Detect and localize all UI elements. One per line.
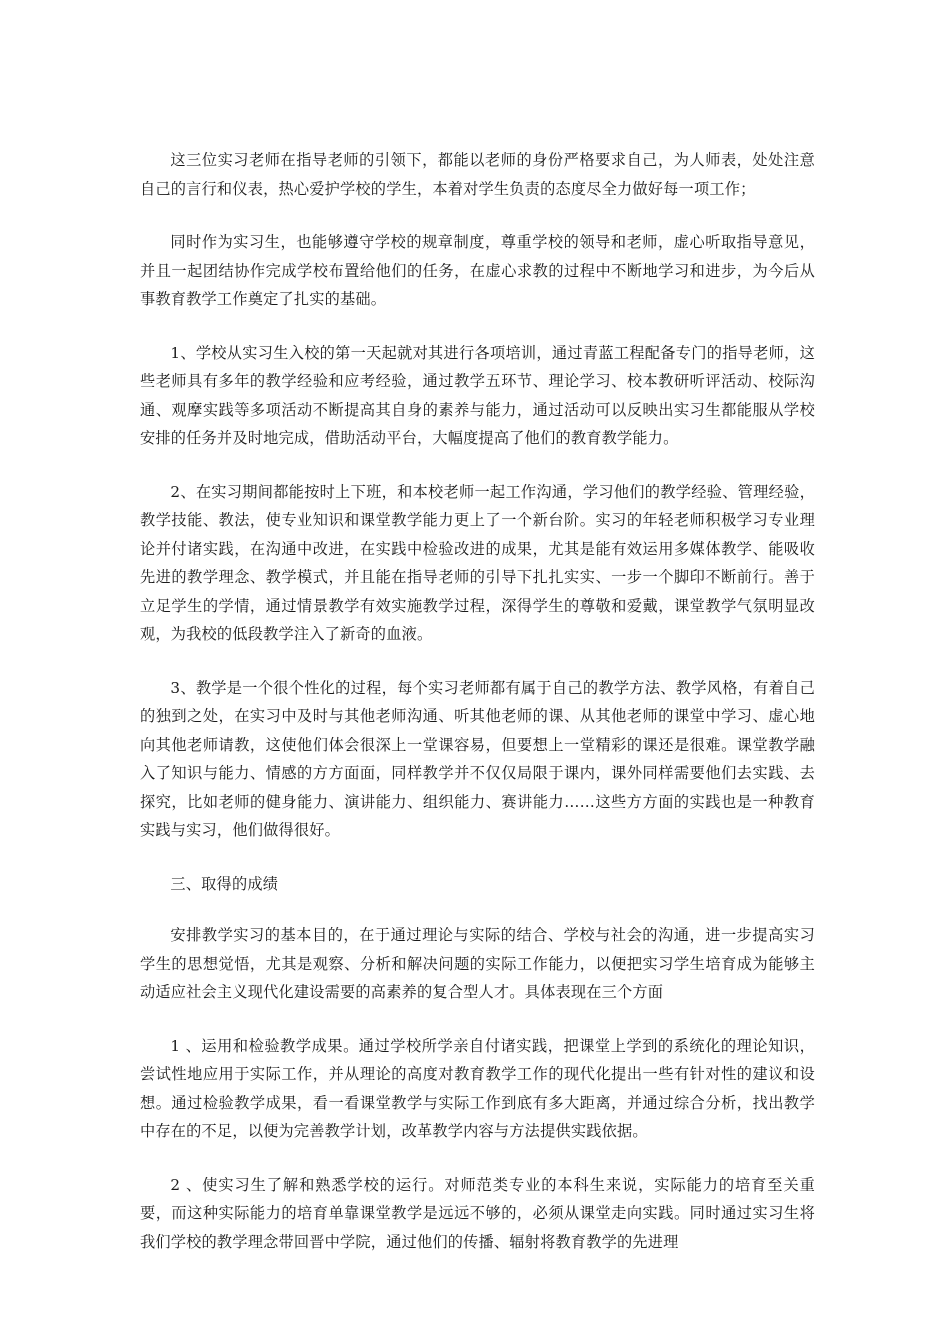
paragraph-achievement-2: 2 、使实习生了解和熟悉学校的运行。对师范类专业的本科生来说，实际能力的培育至关重要，而这种实际能力的培育单靠课堂教学是远远不够的，必须从课堂走向实践。同时通过实习生将我们学校的教学理念带回晋中学院，通过他们的传播、辐射将教育教学的先进理 (140, 1175, 815, 1251)
paragraph-intern-conduct: 这三位实习老师在指导老师的引领下，都能以老师的身份严格要求自己，为人师表，处处注意自己的言行和仪表，热心爱护学校的学生，本着对学生负责的态度尽全力做好每一项工作； (140, 151, 815, 198)
document-body (140, 146, 815, 1281)
paragraph-internship-purpose: 安排教学实习的基本目的，在于通过理论与实际的结合、学校与社会的沟通，进一步提高实习学生的思想觉悟，尤其是观察、分析和解决问题的实际工作能力，以便把实习学生培育成为能够主动适应社会主义现代化建设需要的高素养的复合型人才。具体表现在三个方面 (140, 926, 815, 1001)
section-heading-achievements: 三、取得的成绩 (170, 874, 279, 893)
paragraph-item-1-training: 1、学校从实习生入校的第一天起就对其进行各项培训，通过青蓝工程配备专门的指导老师，这些老师具有多年的教学经验和应考经验，通过教学五环节、理论学习、校本教研听评活动、校际沟通、观摩实践等多项活动不断提高其自身的素养与能力，通过活动可以反映出实习生都能服从学校安排的任务并及时地完成，借助活动平台，大幅度提高了他们的教育教学能力。 (140, 343, 815, 447)
paragraph-item-2-practice: 2、在实习期间都能按时上下班，和本校老师一起工作沟通，学习他们的教学经验、管理经验，教学技能、教法，使专业知识和课堂教学能力更上了一个新台阶。实习的年轻老师积极学习专业理论并付诸实践，在沟通中改进，在实践中检验改进的成果，尤其是能有效运用多媒体教学、能吸收先进的教学理念、教学模式，并且能在指导老师的引导下扎扎实实、一步一个脚印不断前行。善于立足学生的学情，通过情景教学有效实施教学过程，深得学生的尊敬和爱戴，课堂教学气氛明显改观，为我校的低段教学注入了新奇的血液。 (140, 482, 815, 643)
paragraph-item-3-teaching: 3、教学是一个很个性化的过程，每个实习老师都有属于自己的教学方法、教学风格，有着自己的独到之处，在实习中及时与其他老师沟通、听其他老师的课、从其他老师的课堂中学习、虚心地向其他老师请教，这使他们体会很深上一堂课容易，但要想上一堂精彩的课还是很难。课堂教学融入了知识与能力、情感的方方面面，同样教学并不仅仅局限于课内，课外同样需要他们去实践、去探究，比如老师的健身能力、演讲能力、组织能力、赛讲能力……这些方方面的实践也是一种教育实践与实习，他们做得很好。 (140, 678, 815, 839)
paragraph-achievement-1: 1 、运用和检验教学成果。通过学校所学亲自付诸实践，把课堂上学到的系统化的理论知识，尝试性地应用于实际工作，并从理论的高度对教育教学工作的现代化提出一些有针对性的建议和设想。通过检验教学成果，看一看课堂教学与实际工作到底有多大距离，并通过综合分析，找出教学中存在的不足，以便为完善教学计划，改革教学内容与方法提供实践依据。 (140, 1036, 815, 1140)
paragraph-intern-discipline: 同时作为实习生，也能够遵守学校的规章制度，尊重学校的领导和老师，虚心听取指导意见，并且一起团结协作完成学校布置给他们的任务，在虚心求教的过程中不断地学习和进步，为今后从事教育教学工作奠定了扎实的基础。 (140, 233, 815, 308)
